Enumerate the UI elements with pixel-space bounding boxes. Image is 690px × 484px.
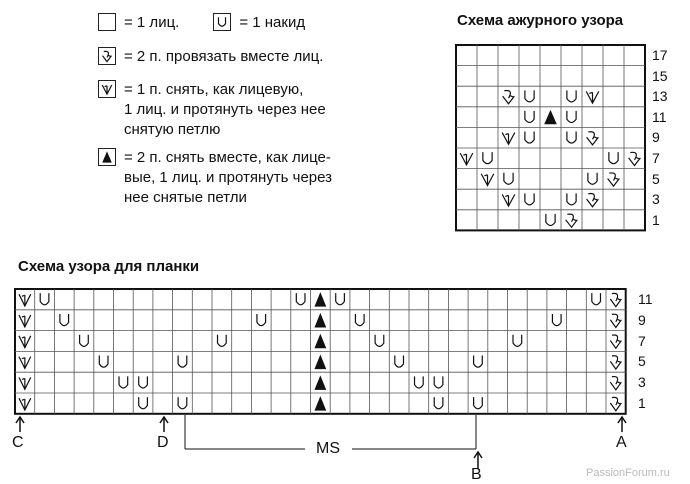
lace-grid-border	[456, 45, 645, 230]
marker-a: A	[616, 434, 627, 451]
watermark: PassionForum.ru	[586, 467, 670, 479]
k2tog-legend-icon	[98, 47, 116, 65]
empty-square-legend-icon	[98, 13, 116, 31]
marker-c: C	[12, 434, 24, 451]
lace-row-label: 11	[652, 108, 667, 125]
k2tog-symbol	[103, 51, 112, 61]
lace-chart-title: Схема ажурного узора	[457, 12, 624, 29]
legend-text-yo: = 1 накид	[239, 14, 306, 31]
legend-row-cdd	[98, 148, 332, 208]
marker-d: D	[157, 434, 169, 451]
lace-chart-grid	[456, 45, 646, 235]
border-row-label: 3	[638, 374, 646, 391]
border-row-label: 1	[638, 395, 646, 411]
skp-legend-icon	[98, 80, 116, 98]
yarn-over-legend-icon	[213, 13, 231, 31]
border-chart-grid	[15, 289, 627, 415]
marker-b: B	[471, 466, 482, 483]
legend-text-k2tog: = 2 п. провязать вместе лиц.	[124, 48, 324, 65]
border-row-label: 11	[638, 291, 653, 307]
border-row-label: 9	[638, 311, 646, 328]
skp-symbol	[102, 85, 112, 94]
marker-lines	[0, 415, 690, 475]
border-row-label: 7	[638, 332, 646, 349]
lace-row-label: 13	[652, 88, 668, 105]
cdd-symbol	[102, 151, 112, 162]
lace-row-label: 5	[652, 170, 660, 187]
legend-text-knit: = 1 лиц.	[124, 14, 180, 31]
border-chart-title: Схема узора для планки	[18, 258, 200, 275]
lace-row-label: 1	[652, 211, 660, 228]
border-row-label: 5	[638, 353, 646, 370]
marker-ms: MS	[316, 440, 340, 457]
lace-row-label: 15	[652, 67, 668, 84]
yo-symbol	[219, 17, 226, 26]
cdd-legend-icon	[98, 148, 116, 166]
lace-row-label: 9	[652, 129, 660, 146]
lace-row-label: 17	[652, 47, 668, 63]
lace-row-label: 3	[652, 191, 660, 208]
lace-row-label: 7	[652, 150, 660, 166]
legend-text-skp: = 1 п. снять, как лицевую, 1 лиц. и протянуть через нее снятую петлю	[124, 81, 326, 138]
legend-row-skp	[98, 80, 326, 140]
legend-row-k2tog	[98, 47, 323, 67]
legend-row-knit	[98, 13, 305, 33]
legend-text-cdd: = 2 п. снять вместе, как лице- вые, 1 лиц. и протянуть через нее снятые петли	[124, 149, 333, 206]
